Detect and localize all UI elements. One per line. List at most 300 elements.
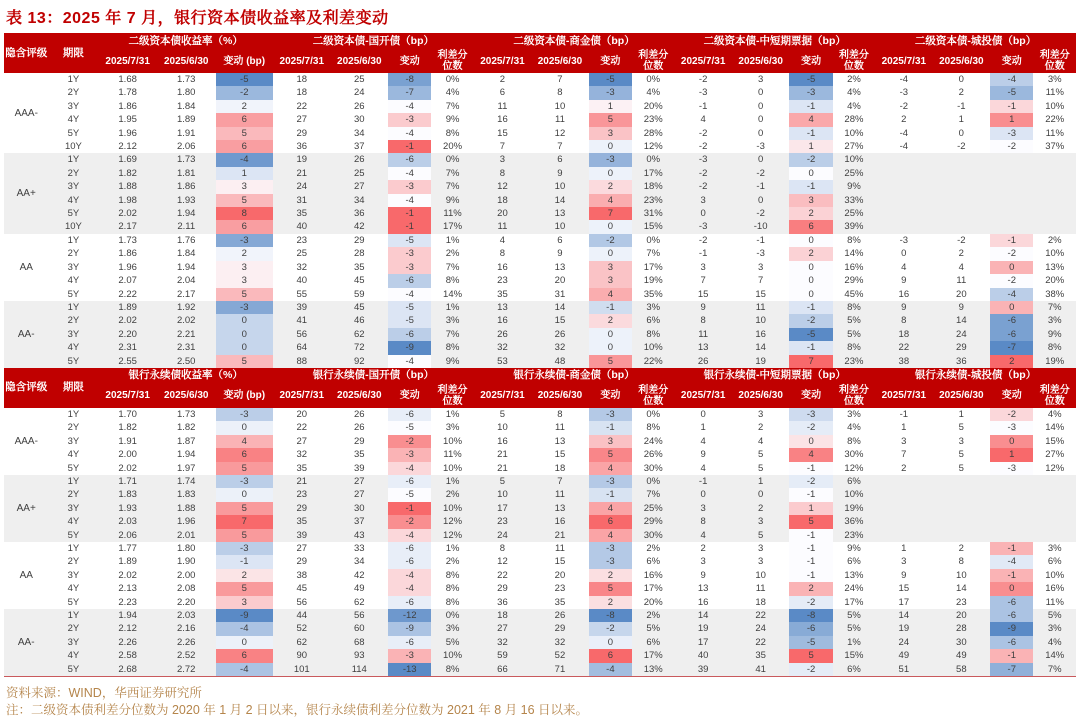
value-cell: 5 — [732, 529, 790, 542]
term-cell: 4Y — [67, 583, 80, 595]
value-cell: 32 — [296, 449, 308, 461]
value-cell: 2.00 — [118, 449, 137, 461]
value-cell: -2 — [698, 141, 708, 153]
change-cell: -6 — [990, 314, 1033, 327]
change-cell: -9 — [216, 609, 274, 622]
term-cell: 3Y — [67, 435, 80, 447]
percentile-cell: 7% — [431, 180, 473, 193]
term-cell: 3Y — [67, 261, 80, 273]
value-cell: 0 — [901, 248, 907, 260]
change-cell: 4 — [589, 194, 632, 207]
change-cell: -1 — [990, 542, 1033, 555]
term-cell: 1Y — [48, 301, 98, 314]
value-cell: 0 — [757, 114, 764, 126]
value-cell: 2.17 — [98, 220, 157, 233]
value-cell: 2.03 — [98, 515, 157, 528]
value-cell: 20 — [554, 275, 566, 287]
value-cell: 35 — [353, 261, 365, 273]
change-cell: 6 — [216, 448, 274, 461]
value-cell: 8 — [958, 556, 964, 568]
change-cell: 0 — [990, 301, 1033, 314]
value-cell: 2 — [901, 462, 907, 474]
spread-group-header: 二级资本债-商金债（bp） — [474, 33, 675, 49]
value-cell: 1.84 — [176, 100, 196, 112]
value-cell: 19 — [732, 355, 790, 368]
percentile-cell: 10% — [833, 488, 875, 501]
term-cell: 1Y — [67, 408, 80, 420]
change-cell: 1 — [789, 140, 832, 153]
change-cell: -2 — [789, 153, 832, 166]
percentile-cell: 19% — [643, 275, 663, 287]
change-cell: 2 — [589, 314, 632, 327]
percentile-cell: 11% — [1045, 127, 1064, 139]
value-cell: 0 — [674, 488, 732, 501]
rating-header: 隐含评级 — [4, 33, 48, 73]
percentile-cell: 38% — [1045, 288, 1065, 300]
percentile-cell: 7% — [632, 488, 674, 501]
table-row — [4, 609, 1076, 622]
term-cell: 1Y — [67, 234, 80, 246]
change-cell: -4 — [990, 555, 1033, 568]
value-cell: 1.98 — [98, 194, 157, 207]
rating-cell: AA+ — [4, 475, 48, 542]
percentile-cell — [1033, 194, 1076, 207]
value-cell: 29 — [933, 341, 991, 354]
value-cell: 3 — [901, 556, 907, 568]
value-cell: -2 — [698, 127, 708, 139]
term-cell: 10Y — [64, 141, 82, 153]
value-cell: 27 — [331, 475, 389, 488]
table-row — [4, 663, 1076, 677]
value-cell: 7 — [499, 141, 506, 153]
percentile-cell: 39% — [833, 220, 875, 233]
value-cell: 101 — [273, 663, 331, 677]
change-cell: 6 — [589, 515, 632, 528]
value-cell: -2 — [899, 100, 909, 112]
change-cell: -1 — [789, 301, 832, 314]
value-cell: 2.17 — [176, 288, 196, 300]
value-cell: 9 — [933, 301, 991, 314]
change-cell: -1 — [789, 180, 832, 193]
value-cell: 16 — [697, 596, 709, 608]
column-header: 利差分 位数 — [632, 49, 674, 73]
value-cell: 27 — [296, 114, 308, 126]
percentile-cell: 17% — [632, 649, 674, 662]
change-cell: 5 — [589, 448, 632, 461]
value-cell: 26 — [531, 609, 589, 622]
change-cell: 7 — [789, 355, 832, 368]
value-cell: 16 — [531, 515, 589, 528]
change-cell: -2 — [388, 435, 431, 448]
change-cell: -2 — [789, 663, 832, 677]
value-cell: 23 — [296, 234, 308, 246]
value-cell: 11 — [497, 100, 508, 112]
change-cell: -6 — [388, 408, 431, 421]
percentile-cell: 17% — [632, 167, 674, 180]
value-cell: 62 — [353, 596, 365, 608]
percentile-cell: 7% — [1033, 663, 1076, 677]
value-cell: 2.55 — [98, 355, 157, 368]
change-cell: -1 — [216, 555, 274, 568]
table-row — [4, 301, 1076, 314]
percentile-cell: 6% — [847, 556, 861, 568]
percentile-cell: 23% — [833, 355, 875, 368]
change-cell: 5 — [589, 582, 632, 595]
value-cell: 18 — [875, 328, 933, 341]
percentile-cell: 8% — [445, 596, 460, 608]
percentile-cell: 14% — [443, 288, 463, 300]
value-cell — [875, 180, 933, 193]
value-cell: 59 — [353, 288, 365, 300]
percentile-cell: 6% — [632, 636, 674, 649]
value-cell — [933, 475, 991, 488]
change-cell: -8 — [789, 609, 832, 622]
value-cell: 29 — [353, 435, 365, 447]
value-cell: 1.69 — [98, 153, 157, 166]
value-cell: 3 — [732, 515, 790, 528]
value-cell: 1.93 — [98, 502, 157, 515]
percentile-cell: 11% — [1045, 596, 1064, 608]
percentile-cell: 12% — [431, 529, 473, 542]
change-cell: -3 — [216, 475, 274, 488]
change-cell: -3 — [388, 261, 431, 274]
value-cell: 0 — [757, 87, 764, 99]
value-cell: 34 — [353, 127, 365, 139]
percentile-cell: 14% — [844, 248, 864, 260]
value-cell: 2.02 — [118, 462, 137, 474]
value-cell: 23 — [497, 275, 508, 287]
percentile-cell: 16% — [643, 569, 663, 581]
percentile-cell: 8% — [1033, 341, 1076, 354]
value-cell: 48 — [531, 355, 589, 368]
value-cell — [875, 194, 933, 207]
percentile-cell: 3% — [445, 422, 460, 434]
value-cell: 36 — [933, 355, 991, 368]
value-cell: 1.80 — [176, 87, 196, 99]
value-cell: 10 — [732, 314, 790, 327]
column-header: 变动 — [388, 49, 431, 73]
percentile-cell: 3% — [1047, 74, 1062, 85]
change-cell: -5 — [216, 73, 274, 86]
spread-group-header: 银行永续债-商金债（bp） — [474, 368, 675, 384]
spread-group-header: 银行永续债-城投债（bp） — [875, 368, 1076, 384]
change-cell: 0 — [990, 261, 1033, 274]
percentile-cell: 12% — [844, 462, 864, 474]
value-cell: 25 — [331, 167, 389, 180]
value-cell: 32 — [531, 636, 589, 649]
value-cell: 1.92 — [157, 301, 216, 314]
value-cell — [933, 529, 991, 542]
percentile-cell: 2% — [445, 248, 460, 260]
change-cell: 0 — [789, 167, 832, 180]
table-row — [4, 529, 1076, 542]
change-cell: 0 — [789, 435, 832, 448]
value-cell: 56 — [331, 609, 389, 622]
change-cell: 0 — [216, 636, 274, 649]
change-cell: 2 — [216, 247, 274, 260]
value-cell: 93 — [331, 649, 389, 662]
change-cell: -1 — [589, 488, 632, 501]
term-cell: 4Y — [48, 341, 98, 354]
value-cell: 18 — [296, 74, 308, 85]
value-cell: 88 — [273, 355, 331, 368]
value-cell: 35 — [296, 462, 308, 474]
change-cell: 3 — [216, 274, 274, 287]
change-cell: 1 — [589, 100, 632, 113]
change-cell: 6 — [216, 649, 274, 662]
change-cell: 3 — [216, 596, 274, 609]
percentile-cell — [1033, 475, 1076, 488]
value-cell: 1.88 — [98, 180, 157, 193]
value-cell: 8 — [557, 408, 563, 420]
value-cell: 49 — [353, 583, 365, 595]
value-cell: 20 — [933, 609, 991, 622]
value-cell: 2.21 — [157, 328, 216, 341]
column-header: 变动 — [388, 384, 431, 408]
percentile-cell: 25% — [833, 207, 875, 220]
table-row — [4, 488, 1076, 501]
value-cell: 8 — [557, 87, 563, 99]
term-cell: 3Y — [48, 636, 98, 649]
percentile-cell: 1% — [431, 475, 473, 488]
value-cell: -3 — [756, 141, 765, 153]
value-cell: 14 — [531, 301, 589, 314]
change-cell: -7 — [388, 86, 431, 99]
percentile-cell: 3% — [1033, 622, 1076, 635]
value-cell: 0 — [757, 127, 764, 139]
column-header: 变动 — [589, 49, 632, 73]
term-cell: 4Y — [48, 515, 98, 528]
value-cell: 32 — [531, 341, 589, 354]
change-cell: 0 — [216, 488, 274, 501]
value-cell: 3 — [958, 435, 964, 447]
table-row — [4, 194, 1076, 207]
yield-group-header: 二级资本债收益率（%） — [98, 33, 273, 49]
value-cell: 10 — [531, 220, 589, 233]
value-cell: 1.73 — [118, 234, 137, 246]
percentile-cell: 5% — [833, 609, 875, 622]
value-cell: 3 — [674, 194, 732, 207]
term-cell: 5Y — [48, 207, 98, 220]
value-cell: 41 — [732, 663, 790, 677]
change-cell: 7 — [589, 207, 632, 220]
change-cell: -6 — [990, 609, 1033, 622]
value-cell: 23 — [474, 515, 532, 528]
value-cell: 2.06 — [98, 529, 157, 542]
change-cell: 0 — [216, 314, 274, 327]
value-cell: 4 — [700, 435, 706, 447]
table-row — [4, 596, 1076, 609]
change-cell: -1 — [789, 488, 832, 501]
value-cell: 11 — [732, 301, 790, 314]
value-cell: 17 — [674, 636, 732, 649]
change-cell: -6 — [388, 636, 431, 649]
percentile-cell: 25% — [632, 502, 674, 515]
value-cell: 26 — [353, 408, 365, 420]
change-cell: 3 — [589, 274, 632, 287]
value-cell: 56 — [273, 328, 331, 341]
change-cell: 5 — [589, 113, 632, 126]
percentile-cell: 11% — [1045, 87, 1064, 99]
percentile-cell: 6% — [833, 475, 875, 488]
column-header: 2025/7/31 — [875, 384, 933, 408]
value-cell: 2.02 — [98, 207, 157, 220]
value-cell: -3 — [899, 87, 909, 99]
value-cell: 16 — [474, 314, 532, 327]
percentile-cell: 20% — [643, 100, 663, 112]
value-cell: 17 — [474, 502, 532, 515]
change-cell: 5 — [216, 529, 274, 542]
rating-cell: AAA- — [14, 107, 38, 119]
percentile-cell: 9% — [1033, 328, 1076, 341]
change-cell: -2 — [216, 86, 274, 99]
percentile-cell: 8% — [847, 234, 861, 246]
percentile-cell: 10% — [844, 127, 864, 139]
change-cell: -1 — [589, 301, 632, 314]
change-cell: -3 — [589, 153, 632, 166]
change-cell: -1 — [388, 140, 431, 153]
percentile-cell: 1% — [445, 234, 460, 246]
percentile-cell: 10% — [1045, 248, 1065, 260]
change-cell: -3 — [216, 542, 274, 555]
value-cell: 1.96 — [118, 127, 137, 139]
value-cell: 2.04 — [176, 275, 196, 287]
percentile-cell: 15% — [833, 649, 875, 662]
value-cell: 7 — [557, 74, 563, 85]
change-cell: -6 — [990, 328, 1033, 341]
value-cell — [875, 529, 933, 542]
change-cell: -4 — [388, 288, 431, 301]
value-cell: 45 — [296, 583, 308, 595]
percentile-cell: 37% — [1045, 141, 1065, 153]
percentile-cell: 13% — [1045, 261, 1065, 273]
tier2-capital-bond-table — [4, 33, 1076, 368]
percentile-cell: 20% — [1045, 275, 1065, 287]
value-cell: -10 — [732, 220, 790, 233]
change-cell: -1 — [789, 462, 832, 475]
change-cell: -3 — [216, 234, 274, 247]
change-cell: -2 — [789, 421, 832, 434]
value-cell: 2.11 — [157, 220, 216, 233]
term-cell: 5Y — [48, 355, 98, 368]
value-cell: -1 — [698, 248, 708, 260]
value-cell: 56 — [296, 596, 308, 608]
table-row — [4, 113, 1076, 126]
percentile-cell: 17% — [643, 583, 663, 595]
value-cell: 13 — [674, 341, 732, 354]
value-cell: 35 — [497, 288, 508, 300]
value-cell: 18 — [474, 609, 532, 622]
value-cell: 29 — [296, 127, 308, 139]
column-header: 2025/7/31 — [474, 384, 532, 408]
value-cell: 40 — [273, 220, 331, 233]
value-cell: 1.89 — [176, 114, 196, 126]
change-cell: 3 — [589, 435, 632, 448]
change-cell: -2 — [990, 408, 1033, 421]
change-cell: -4 — [589, 663, 632, 677]
value-cell: 21 — [497, 449, 508, 461]
change-cell: -12 — [388, 609, 431, 622]
term-cell: 3Y — [67, 100, 80, 112]
change-cell: -5 — [789, 73, 832, 86]
term-cell: 4Y — [67, 275, 80, 287]
spread-group-header: 银行永续债-国开债（bp） — [273, 368, 474, 384]
value-cell: 1 — [901, 543, 907, 554]
value-cell: -2 — [698, 234, 708, 246]
change-cell: -1 — [990, 569, 1033, 582]
value-cell — [875, 488, 933, 501]
value-cell: 9 — [557, 248, 563, 260]
value-cell: 4 — [757, 435, 764, 447]
value-cell: 8 — [674, 515, 732, 528]
value-cell: 2 — [732, 502, 790, 515]
percentile-cell: 8% — [445, 583, 460, 595]
column-header: 利差分 位数 — [431, 49, 473, 73]
change-cell: 0 — [589, 167, 632, 180]
percentile-cell: 9% — [431, 194, 473, 207]
value-cell — [875, 220, 933, 233]
change-cell: -1 — [789, 542, 832, 555]
value-cell: 5 — [499, 408, 506, 420]
value-cell: 14 — [956, 583, 967, 595]
value-cell: 114 — [331, 663, 389, 677]
percentile-cell — [1033, 153, 1076, 166]
change-cell — [990, 153, 1033, 166]
percentile-cell: 1% — [445, 408, 460, 420]
value-cell: 49 — [933, 649, 991, 662]
percentile-cell: 30% — [643, 462, 663, 474]
percentile-cell: 29% — [844, 275, 864, 287]
value-cell: 45 — [331, 301, 389, 314]
value-cell: 1.77 — [118, 543, 137, 554]
change-cell: -1 — [990, 100, 1033, 113]
change-cell: -5 — [388, 314, 431, 327]
change-cell: 0 — [789, 288, 832, 301]
value-cell: 10 — [474, 488, 532, 501]
change-cell: 3 — [589, 127, 632, 140]
change-cell: -2 — [789, 596, 832, 609]
change-cell: 6 — [216, 140, 274, 153]
value-cell: 2.31 — [98, 341, 157, 354]
value-cell: 4 — [674, 529, 732, 542]
percentile-cell: 35% — [643, 288, 663, 300]
change-cell: -3 — [216, 301, 274, 314]
percentile-cell: 5% — [833, 328, 875, 341]
value-cell: 1.71 — [98, 475, 157, 488]
value-cell: 1.94 — [157, 207, 216, 220]
change-cell: -1 — [388, 220, 431, 233]
value-cell: 7 — [557, 141, 563, 153]
percentile-cell: 11% — [431, 207, 473, 220]
column-header: 利差分 位数 — [1033, 49, 1076, 73]
value-cell: 25 — [353, 74, 365, 85]
column-header: 利差分 位数 — [833, 49, 875, 73]
value-cell: 72 — [331, 341, 389, 354]
value-cell: 30 — [353, 114, 365, 126]
change-cell: -6 — [388, 328, 431, 341]
value-cell: 2.02 — [157, 314, 216, 327]
change-cell: 2 — [789, 207, 832, 220]
value-cell: 6 — [531, 153, 589, 166]
column-header: 利差分 位数 — [1033, 384, 1076, 408]
column-header: 变动 — [990, 49, 1033, 73]
change-cell: -3 — [789, 86, 832, 99]
value-cell: 22 — [296, 100, 308, 112]
value-cell: 9 — [674, 301, 732, 314]
percentile-cell: 1% — [445, 543, 460, 554]
change-cell: 5 — [589, 355, 632, 368]
value-cell: 66 — [474, 663, 532, 677]
